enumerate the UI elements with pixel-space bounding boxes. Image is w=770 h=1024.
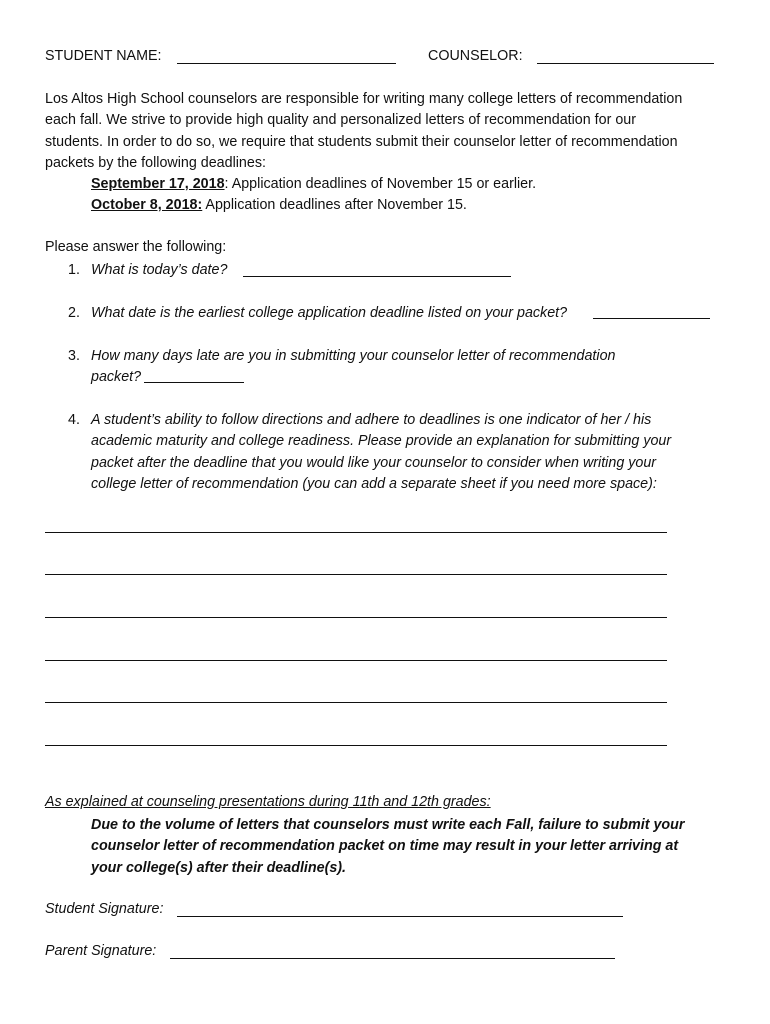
parent-signature-field[interactable] — [170, 958, 615, 959]
student-signature-field[interactable] — [177, 916, 623, 917]
question-text: What is today’s date? — [91, 262, 228, 278]
intro-paragraph — [45, 89, 735, 174]
question-2 — [68, 303, 567, 324]
note-body — [91, 815, 684, 879]
intro-line: each fall. We strive to provide high quality and personalized letters of recommendation for our — [45, 112, 636, 129]
earliest-deadline-field[interactable] — [593, 318, 710, 319]
explanation-line[interactable] — [45, 702, 667, 703]
question-4 — [68, 410, 671, 495]
question-text: college letter of recommendation (you can add a separate sheet if you need more space): — [91, 475, 657, 492]
question-number: 1. — [68, 262, 80, 278]
explanation-line[interactable] — [45, 745, 667, 746]
counselor-label: COUNSELOR: — [428, 48, 523, 64]
note-line: counselor letter of recommendation packet on time may result in your letter arriving at — [91, 838, 679, 855]
intro-line: packets by the following deadlines: — [45, 154, 266, 171]
student-name-label: STUDENT NAME: — [45, 48, 162, 64]
note-line: Due to the volume of letters that counselors must write each Fall, failure to submit your — [91, 817, 685, 833]
question-number: 4. — [68, 412, 80, 428]
deadline-date: October 8, 2018: — [91, 197, 203, 213]
explanation-line[interactable] — [45, 574, 667, 575]
question-number: 2. — [68, 305, 80, 321]
parent-signature-label: Parent Signature: — [45, 943, 157, 959]
question-text: packet? — [91, 369, 142, 386]
question-1 — [68, 260, 227, 281]
intro-line: Los Altos High School counselors are responsible for writing many college letters of recommendation — [45, 91, 683, 107]
student-name-field[interactable] — [177, 63, 396, 64]
question-text: What date is the earliest college application deadline listed on your packet? — [91, 305, 568, 321]
days-late-field[interactable] — [144, 382, 244, 383]
explanation-line[interactable] — [45, 532, 667, 533]
intro-line: students. In order to do so, we require that students submit their counselor letter of recommendation — [45, 133, 678, 150]
explanation-line[interactable] — [45, 617, 667, 618]
explanation-line[interactable] — [45, 660, 667, 661]
student-signature-label: Student Signature: — [45, 901, 164, 917]
deadline-text: Application deadlines of November 15 or earlier. — [228, 176, 537, 192]
question-number: 3. — [68, 348, 80, 364]
question-text: academic maturity and college readiness. Please provide an explanation for submitting your — [91, 433, 672, 450]
question-text: A student’s ability to follow directions and adhere to deadlines is one indicator of her / his — [91, 412, 652, 428]
deadline-text: Application deadlines after November 15. — [202, 197, 467, 213]
question-text: packet after the deadline that you would like your counselor to consider when writing your — [91, 454, 657, 471]
questions-intro: Please answer the following: — [45, 239, 227, 255]
note-line: your college(s) after their deadline(s). — [91, 859, 347, 876]
deadline-date: September 17, 2018 — [91, 176, 225, 192]
deadline-item — [91, 176, 536, 192]
counselor-field[interactable] — [537, 63, 714, 64]
question-text: How many days late are you in submitting your counselor letter of recommendation — [91, 348, 616, 364]
deadline-item — [91, 197, 467, 213]
deadline-separator: : — [224, 176, 229, 192]
note-title: As explained at counseling presentations during 11th and 12th grades: — [45, 794, 491, 810]
todays-date-field[interactable] — [243, 276, 511, 277]
